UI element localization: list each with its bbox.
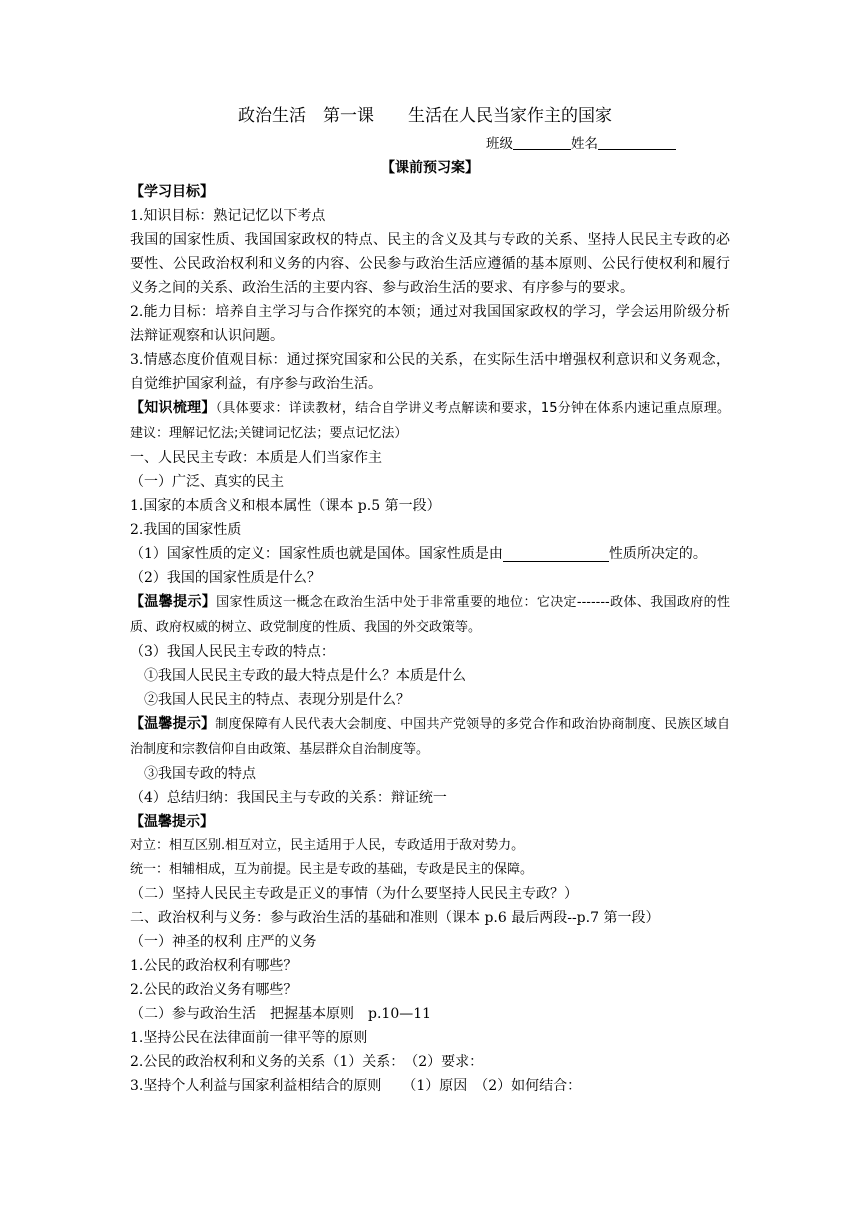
item-nature-definition [130,542,730,566]
definition-text-b: 性质所决定的。 [608,546,707,562]
class-label: 班级 [486,136,513,152]
ability-goal-text: 2.能力目标：培养自主学习与合作探究的本领；通过对我国国家政权的学习，学会运用阶级分析法辩证观察和认识问题。 [130,304,730,344]
review-heading: 【知识梳理】 [130,400,216,416]
definition-text-a: （1）国家性质的定义：国家性质也就是国体。国家性质是由 [130,546,503,562]
definition-blank[interactable] [503,545,609,562]
tip-label: 【温馨提示】 [130,594,217,610]
tip-block-2 [130,712,730,762]
subsection-2-2: （二）参与政治生活 把握基本原则 p.10—11 [130,1006,432,1022]
knowledge-goal-title: 1.知识目标：熟记记忆以下考点 [130,208,326,224]
knowledge-goal-text: 我国的国家性质、我国国家政权的特点、民主的含义及其与专政的关系、坚持人民民主专政的必要性、公民政治权利和义务的内容、公民参与政治生活应遵循的基本原则、公民行使权利和履行义务之间的关系、政治生活的主要内容、参与政治生活的要求、有序参与的要求。 [130,232,730,296]
class-blank[interactable] [513,134,571,150]
item-state-essence: 1.国家的本质含义和根本属性（课本 p.5 第一段） [130,498,441,514]
tip-opposition: 对立：相互区别.相互对立，民主适用于人民，专政适用于敌对势力。 [130,838,525,853]
section-heading: 【课前预习案】 [381,160,479,176]
tip-text-2: 制度保障有人民代表大会制度、中国共产党领导的多党合作和政治协商制度、民族区域自治制度和宗教信仰自由政策、基层群众自治制度等。 [130,717,730,757]
item-state-nature: 2.我国的国家性质 [130,522,242,538]
document-page [130,100,730,1098]
section-one-title: 一、人民民主专政：本质是人们当家作主 [130,450,382,466]
subsection-1-2: （二）坚持人民民主专政是正义的事情（为什么要坚持人民民主专政？） [130,886,578,902]
item-interest-principle: 3.坚持个人利益与国家利益相结合的原则 （1）原因 （2）如何结合： [130,1078,582,1094]
review-block [130,396,730,446]
goals-heading: 【学习目标】 [130,184,214,200]
tip-label: 【温馨提示】 [130,716,216,732]
item-rights: 1.公民的政治权利有哪些？ [130,958,298,974]
tip-label-3: 【温馨提示】 [130,814,214,830]
class-name-line [130,132,730,156]
page-title: 政治生活 第一课 生活在人民当家作主的国家 [238,106,612,126]
emotion-goal-text: 3.情感态度价值观目标：通过探究国家和公民的关系，在实际生活中增强权利意识和义务观念，自觉维护国家利益，有序参与政治生活。 [130,352,730,392]
item-duties: 2.公民的政治义务有哪些？ [130,982,298,998]
item-dictatorship-features: （3）我国人民民主专政的特点： [130,644,335,660]
item-feature-1: ①我国人民民主专政的最大特点是什么？本质是什么 [144,668,466,684]
subsection-2-1: （一）神圣的权利 庄严的义务 [130,934,317,950]
review-requirement: （具体要求：详读教材，结合自学讲义考点解读和要求，15分钟在体系内速记重点原理。建议：理解记忆法;关键词记忆法；要点记忆法） [130,401,731,441]
item-feature-3: ③我国专政的特点 [144,766,256,782]
tip-text-1: 国家性质这一概念在政治生活中处于非常重要的地位：它决定-------政体、我国政府的性质、政府权威的树立、政党制度的性质、我国的外交政策等。 [130,595,730,635]
item-rights-duties-relation: 2.公民的政治权利和义务的关系（1）关系： （2）要求： [130,1054,484,1070]
tip-block-1 [130,590,730,640]
item-equality: 1.坚持公民在法律面前一律平等的原则 [130,1030,368,1046]
item-feature-2: ②我国人民民主的特点、表现分别是什么？ [144,692,410,708]
item-summary: （4）总结归纳：我国民主与专政的关系：辩证统一 [130,790,447,806]
tip-unity: 统一：相辅相成，互为前提。民主是专政的基础，专政是民主的保障。 [130,862,534,877]
section-two-title: 二、政治权利与义务：参与政治生活的基础和准则（课本 p.6 最后两段--p.7 第一段） [130,910,660,926]
name-blank[interactable] [598,134,676,150]
subsection-1-1: （一）广泛、真实的民主 [130,474,284,490]
name-label: 姓名 [571,136,598,152]
item-nature-question: （2）我国的国家性质是什么？ [130,570,321,586]
